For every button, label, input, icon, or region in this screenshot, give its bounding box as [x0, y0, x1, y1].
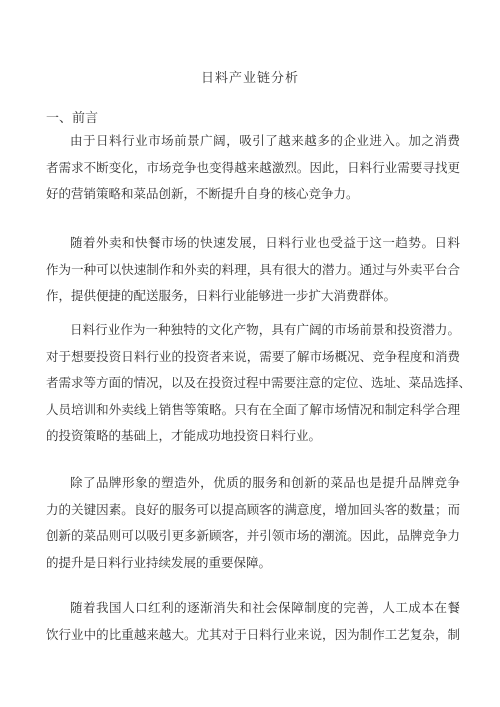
paragraph-line: 力的关键因素。良好的服务可以提高顾客的满意度，增加回头客的数量；而: [46, 501, 460, 517]
paragraph-line: 饮行业中的比重越来越大。尤其对于日料行业来说，因为制作工艺复杂，制: [46, 626, 460, 642]
paragraph-line: 除了品牌形象的塑造外，优质的服务和创新的菜品也是提升品牌竞争: [70, 475, 460, 490]
section-heading: 一、前言: [46, 111, 99, 126]
paragraph-line: 对于想要投资日料行业的投资者来说，需要了解市场概况、竞争程度和消费: [46, 348, 460, 364]
paragraph-4: [46, 470, 460, 576]
paragraph-line: 的提升是日料行业持续发展的重要保障。: [46, 554, 272, 570]
paragraph-3: [46, 317, 472, 450]
document-title: 日料产业链分析: [200, 71, 299, 86]
paragraph-line: 的投资策略的基础上，才能成功地投资日料行业。: [46, 428, 322, 444]
paragraph-line: 好的营销策略和菜品创新，不断提升自身的核心竞争力。: [46, 186, 359, 202]
paragraph-line: 作，提供便捷的配送服务，日料行业能够进一步扩大消费群体。: [46, 288, 397, 304]
paragraph-line: 随着外卖和快餐市场的快速发展，日料行业也受益于这一趋势。日料: [70, 235, 460, 250]
paragraph-line: 人员培训和外卖线上销售等策略。只有在全面了解市场情况和制定科学合理: [46, 401, 460, 417]
paragraph-1: [46, 128, 460, 208]
paragraph-line: 者需求等方面的情况，以及在投资过程中需要注意的定位、选址、菜品选择、: [46, 375, 472, 391]
paragraph-line: 创新的菜品则可以吸引更多新顾客，并引领市场的潮流。因此，品牌竞争力: [46, 528, 460, 544]
paragraph-line: 者需求不断变化，市场竞争也变得越来越激烈。因此，日料行业需要寻找更: [46, 159, 460, 175]
paragraph-line: 由于日料行业市场前景广阔，吸引了越来越多的企业进入。加之消费: [70, 133, 460, 148]
paragraph-5: [46, 595, 460, 648]
paragraph-line: 日料行业作为一种独特的文化产物，具有广阔的市场前景和投资潜力。: [70, 322, 460, 337]
paragraph-line: 作为一种可以快速制作和外卖的料理，具有很大的潜力。通过与外卖平台合: [46, 261, 460, 277]
paragraph-2: [46, 230, 460, 310]
paragraph-line: 随着我国人口红利的逐渐消失和社会保障制度的完善，人工成本在餐: [70, 600, 460, 615]
